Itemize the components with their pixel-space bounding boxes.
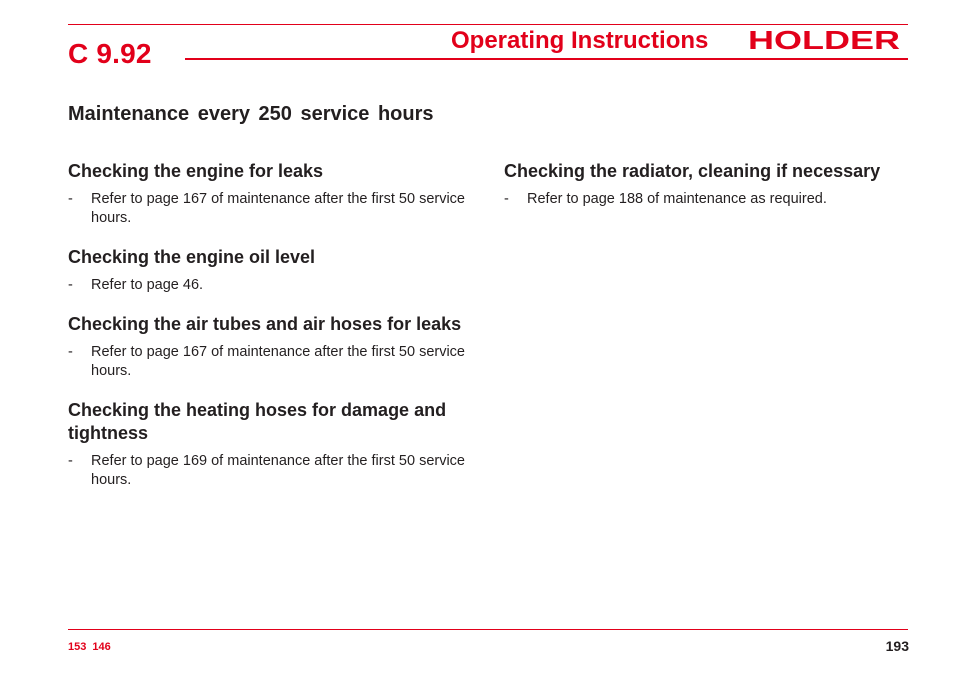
- maintenance-task: [68, 160, 488, 228]
- maintenance-task: [504, 160, 919, 209]
- section-heading: Maintenance every 250 service hours: [68, 103, 434, 125]
- task-item: [504, 190, 919, 209]
- maintenance-task: [68, 313, 488, 381]
- right-column: [504, 160, 919, 227]
- bullet-dash: -: [68, 344, 73, 360]
- task-heading: Checking the air tubes and air hoses for leaks: [68, 314, 462, 334]
- task-heading: Checking the heating hoses for damage and tightness: [68, 400, 447, 443]
- task-item: [68, 452, 488, 490]
- header-top-rule: [68, 24, 908, 25]
- footer-rule: [68, 629, 908, 630]
- task-item-text: Refer to page 188 of maintenance as required.: [527, 191, 827, 207]
- holder-logo-mark: [748, 29, 902, 52]
- bullet-dash: -: [504, 191, 509, 207]
- svg-text:HOLDER: HOLDER: [748, 29, 901, 52]
- task-item: [68, 190, 488, 228]
- bullet-dash: -: [68, 453, 73, 469]
- maintenance-task: [68, 246, 488, 295]
- task-item: [68, 343, 488, 381]
- task-heading: Checking the engine for leaks: [68, 161, 324, 181]
- task-item-text: Refer to page 167 of maintenance after the first 50 service hours.: [91, 191, 465, 226]
- holder-logo: [748, 29, 902, 57]
- model-number: C 9.92: [68, 38, 152, 69]
- task-item-text: Refer to page 167 of maintenance after the first 50 service hours.: [91, 344, 465, 379]
- bullet-dash: -: [68, 277, 73, 293]
- page-number: 193: [885, 638, 909, 654]
- maintenance-task: [68, 399, 488, 490]
- bullet-dash: -: [68, 191, 73, 207]
- task-item-text: Refer to page 46.: [91, 277, 204, 293]
- document-title: Operating Instructions: [451, 27, 709, 54]
- task-heading: Checking the radiator, cleaning if necessary: [504, 161, 881, 181]
- task-heading: Checking the engine oil level: [68, 247, 316, 267]
- left-column: [68, 160, 488, 508]
- task-item-text: Refer to page 169 of maintenance after the first 50 service hours.: [91, 453, 465, 488]
- header-bottom-rule: [185, 58, 908, 60]
- task-item: [68, 276, 488, 295]
- document-code: 153 146: [68, 641, 111, 653]
